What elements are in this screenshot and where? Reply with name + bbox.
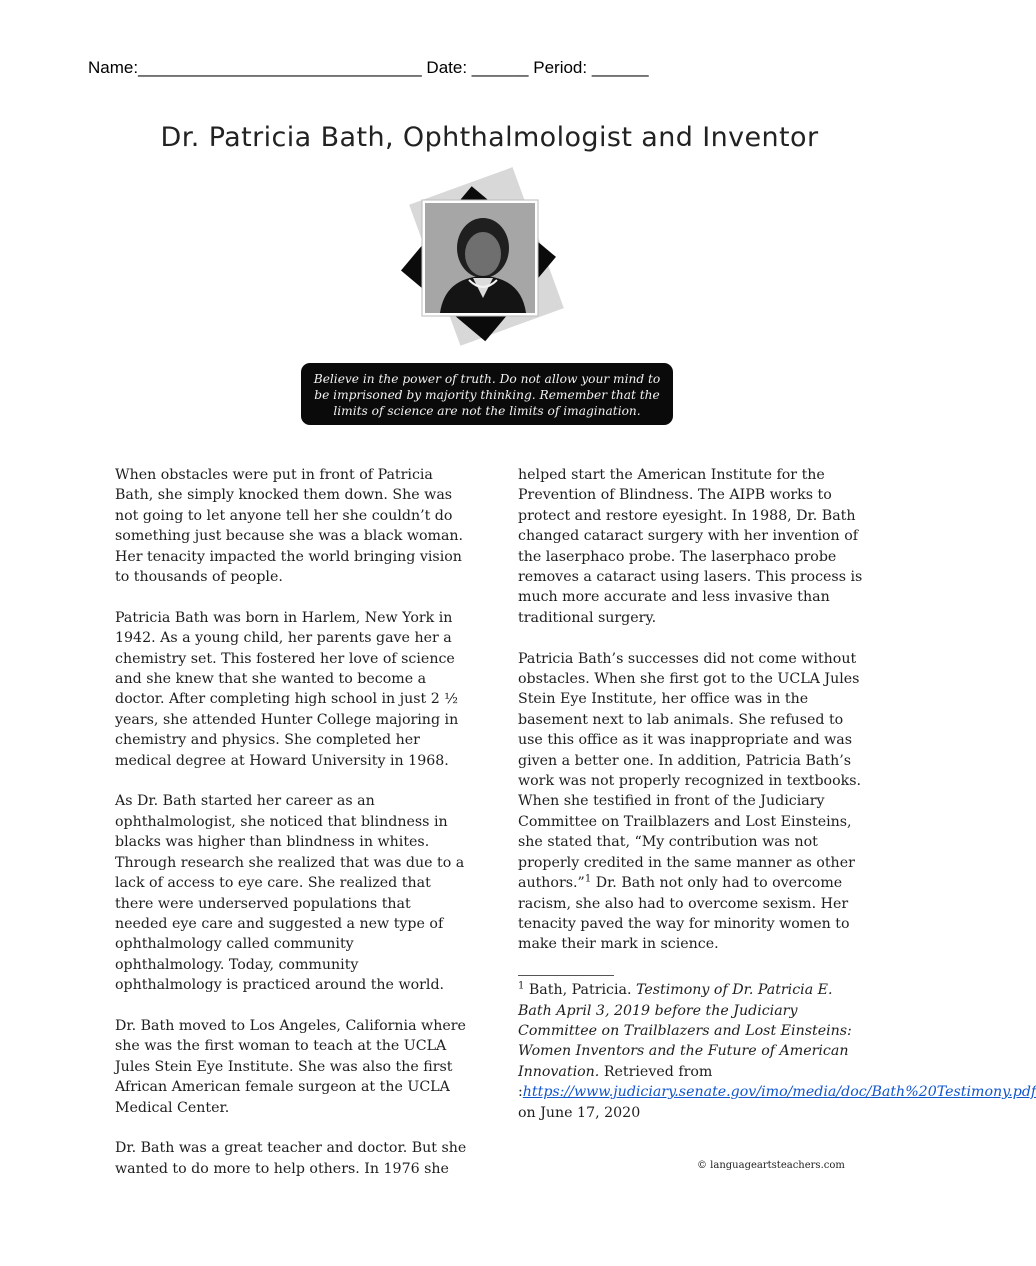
- right-column: [518, 465, 1036, 1143]
- obstacles-text: Patricia Bath’s successes did not come without obstacles. When she first got to the UCLA Jules Stein Eye Institute, her office was in the basement next to lab animals. She refused to use this office as it was inappropriate and was given a better one. In addition, Patricia Bath’s work was not properly recognized in textbooks. When she testified in front of the Judiciary Committee on Trailblazers and Lost Einsteins, she stated that, “My contribution was not properly credited in the same manner as other authors.”: [518, 650, 862, 892]
- paragraph-early-life: Patricia Bath was born in Harlem, New York in 1942. As a young child, her parents gave her a chemistry set. This fostered her love of science and she knew that she wanted to become a doctor. After completing high school in just 2 ½ years, she attended Hunter College majoring in chemistry and physics. She completed her medical degree at Howard University in 1968.: [115, 609, 459, 769]
- portrait-graphic: [395, 170, 565, 355]
- footnote-marker: 1: [518, 980, 525, 992]
- copyright-notice: © languageartsteachers.com: [697, 1160, 845, 1171]
- footnote-retrieved: Retrieved from :: [518, 1063, 713, 1101]
- name-date-period-line: Name:______________________________ Date: ______ Period: ______: [88, 58, 649, 77]
- portrait-photo-frame: [395, 170, 565, 355]
- page-title: Dr. Patricia Bath, Ophthalmologist and Inventor: [160, 122, 819, 153]
- paragraph-intro: When obstacles were put in front of Patricia Bath, she simply knocked them down. She was not going to let anyone tell her she couldn’t do something just because she was a black woman. Her tenacity impacted the world bringing vision to thousands of people.: [115, 467, 464, 586]
- paragraph-ucla: Dr. Bath moved to Los Angeles, California where she was the first woman to teach at the UCLA Jules Stein Eye Institute. She was also the first African American female surgeon at the UCLA Medical Center.: [115, 1017, 466, 1116]
- footnote-date: on June 17, 2020: [518, 1104, 641, 1121]
- paragraph-community-ophthalmology: As Dr. Bath started her career as an ophthalmologist, she noticed that blindness in blacks was higher than blindness in whites. Through research she realized that was due to a lack of access to eye care. She realized that there were underserved populations that needed eye care and suggested a new type of ophthalmology called community ophthalmology. Today, community ophthalmology is practiced around the world.: [115, 793, 465, 994]
- left-column: [115, 465, 467, 1200]
- footnote-link[interactable]: https://www.judiciary.senate.gov/imo/media/doc/Bath%20Testimony.pdf: [522, 1084, 1036, 1101]
- paragraph-aipb: helped start the American Institute for the Prevention of Blindness. The AIPB works to protect and restore eyesight. In 1988, Dr. Bath changed cataract surgery with her invention of the laserphaco probe. The laserphaco probe removes a cataract using lasers. This process is much more accurate and less invasive than traditional surgery.: [518, 467, 863, 626]
- footnote: [518, 980, 1036, 1123]
- paragraph-obstacles: [518, 649, 870, 955]
- obstacles-text-continued: Dr. Bath not only had to overcome racism, she also had to overcome sexism. Her tenacity paved the way for minority women to make their mark in science.: [518, 875, 850, 953]
- footnote-author: Bath, Patricia.: [524, 982, 636, 999]
- footnote-divider: [518, 975, 614, 976]
- footnote-title: Testimony of Dr. Patricia E. Bath April 3, 2019 before the Judiciary Committee on Trailblazers and Lost Einsteins: Women Inventors and the Future of American Innovation.: [518, 982, 852, 1080]
- quote-banner: Believe in the power of truth. Do not allow your mind to be imprisoned by majority thinking. Remember that the limits of science are not the limits of imagination.: [301, 363, 673, 425]
- footnote-reference: 1: [584, 873, 592, 885]
- paragraph-teacher: Dr. Bath was a great teacher and doctor. But she wanted to do more to help others. In 1976 she: [115, 1140, 467, 1177]
